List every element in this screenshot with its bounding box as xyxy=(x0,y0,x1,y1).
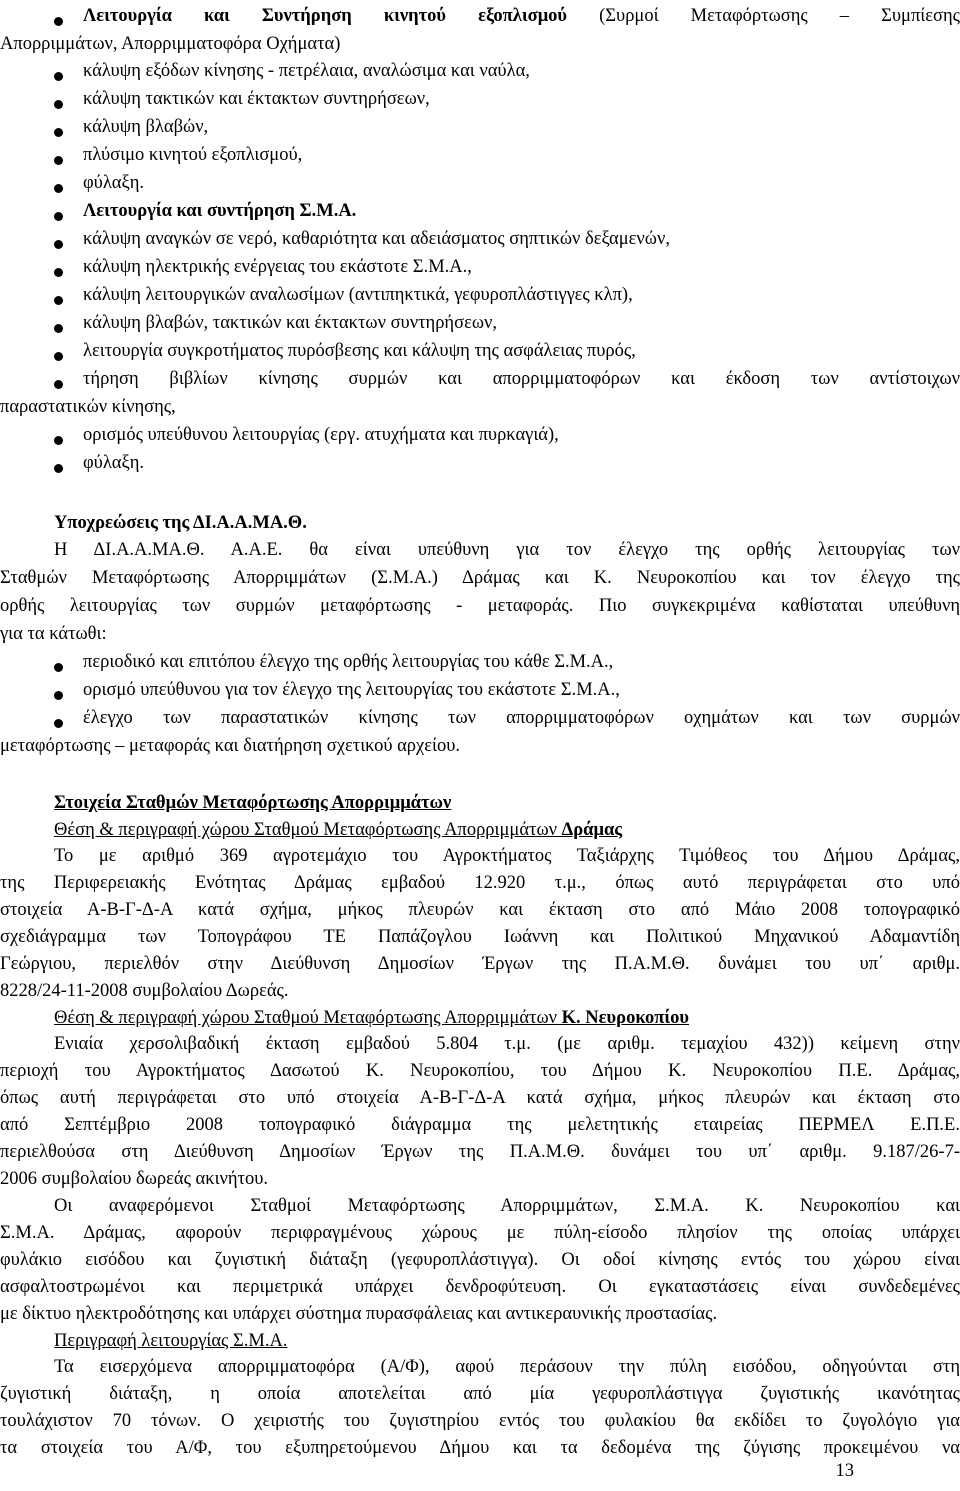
list-item-cont: μεταφόρτωσης – μεταφοράς και διατήρηση σχετικού αρχείου. xyxy=(0,736,461,756)
drama-subheading-bold: Δράμας xyxy=(561,820,623,840)
paragraph-line: Η ΔΙ.Α.Α.ΜΑ.Θ. Α.Α.Ε. θα είναι υπεύθυνη για τον έλεγχο της ορθής λειτουργίας των xyxy=(54,540,960,560)
bullet-icon xyxy=(54,296,63,305)
nevrokopi-subheading-text: Θέση & περιγραφή χώρου Σταθμού Μεταφόρτωσης Απορριμμάτων xyxy=(54,1008,562,1028)
bullet-icon xyxy=(54,156,63,165)
paragraph-line: Το με αριθμό 369 αγροτεμάχιο του Αγροκτήματος Ταξιάρχης Τιμόθεος του Δήμου Δράμας, xyxy=(54,846,960,866)
list-item: κάλυψη εξόδων κίνησης - πετρέλαια, αναλώσιμα και ναύλα, xyxy=(83,61,530,81)
list-item: πλύσιμο κινητού εξοπλισμού, xyxy=(83,145,303,165)
paragraph-line: στοιχεία Α-Β-Γ-Δ-Α κατά σχήμα, μήκος πλευρών και έκταση στο από Μάιο 2008 τοπογραφικό xyxy=(0,900,960,920)
bullet-icon xyxy=(54,719,63,728)
paragraph-line: φυλάκιο εισόδου και ζυγιστική διάταξη (γεφυροπλάστιγγα). Οι οδοί κίνησης εντός του χώρου είναι xyxy=(0,1250,960,1270)
paragraph-line: περιελθούσα στη Διεύθυνση Δημοσίων Έργων της Π.Α.Μ.Θ. δυνάμει του υπ΄ αριθμ. 9.187/26-7- xyxy=(0,1142,960,1162)
list-item: κάλυψη βλαβών, τακτικών και έκτακτων συντηρήσεων, xyxy=(83,313,498,333)
paragraph-line: ασφαλτοστρωμένοι και περιμετρικά υπάρχει δενδροφύτευση. Οι εγκαταστάσεις είναι συνδεδεμένες xyxy=(0,1277,960,1297)
list-item-cont: παραστατικών κίνησης, xyxy=(0,397,176,417)
obligations-heading: Υποχρεώσεις της ΔΙ.Α.Α.ΜΑ.Θ. xyxy=(54,513,307,533)
list-item: κάλυψη βλαβών, xyxy=(83,117,209,137)
paragraph-line: Ενιαία χερσολιβαδική έκταση εμβαδού 5.804 τ.μ. (με αριθμ. τεμαχίου 432)) κείμενη στην xyxy=(54,1034,960,1054)
bullet-icon xyxy=(54,17,63,26)
list-item: λειτουργία συγκροτήματος πυρόσβεσης και κάλυψη της ασφάλειας πυρός, xyxy=(83,341,636,361)
list-item: έλεγχο των παραστατικών κίνησης των απορριμματοφόρων οχημάτων και των συρμών xyxy=(83,708,960,728)
section1-title-bold: Λειτουργία και Συντήρηση κινητού εξοπλισμού xyxy=(83,6,568,26)
paragraph-line: για τα κάτωθι: xyxy=(0,624,107,644)
paragraph-line: Τα εισερχόμενα απορριμματοφόρα (Α/Φ), αφού περάσουν την πύλη εισόδου, οδηγούνται στη xyxy=(54,1357,960,1377)
bullet-icon xyxy=(54,436,63,445)
section1-title-cont: Απορριμμάτων, Απορριμματοφόρα Οχήματα) xyxy=(0,34,341,54)
drama-subheading xyxy=(54,818,960,842)
paragraph-line: τα στοιχεία του Α/Φ, του εξυπηρετούμενου Δήμου και τα δεδομένα της ζύγισης προκειμένου να xyxy=(0,1438,960,1458)
bullet-icon xyxy=(54,184,63,193)
paragraph-line: όπως αυτή περιγράφεται στο υπό στοιχεία Α-Β-Γ-Δ-Α κατά σχήμα, μήκος πλευρών και έκταση στο xyxy=(0,1088,960,1108)
list-item: κάλυψη ηλεκτρικής ενέργειας του εκάστοτε Σ.Μ.Α., xyxy=(83,257,472,277)
nevrokopi-subheading xyxy=(54,1006,960,1030)
list-item: φύλαξη. xyxy=(83,453,145,473)
nevrokopi-subheading-bold: Κ. Νευροκοπίου xyxy=(561,1008,690,1028)
list-item: ορισμό υπεύθυνου για τον έλεγχο της λειτουργίας του εκάστοτε Σ.Μ.Α., xyxy=(83,680,620,700)
bullet-icon xyxy=(54,240,63,249)
list-item: ορισμός υπεύθυνου λειτουργίας (εργ. ατυχήματα και πυρκαγιά), xyxy=(83,425,559,445)
list-item: περιοδικό και επιτόπου έλεγχο της ορθής λειτουργίας του κάθε Σ.Μ.Α., xyxy=(83,652,614,672)
paragraph-line: Οι αναφερόμενοι Σταθμοί Μεταφόρτωσης Απορριμμάτων, Σ.Μ.Α. Κ. Νευροκοπίου και xyxy=(54,1196,960,1216)
bullet-icon xyxy=(54,212,63,221)
list-item: φύλαξη. xyxy=(83,173,145,193)
bullet-icon xyxy=(54,691,63,700)
paragraph-line: Σ.Μ.Α. Δράμας, αφορούν περιφραγμένους χώρους με πύλη-είσοδο πλησίον της οποίας υπάρχει xyxy=(0,1223,960,1243)
bullet-icon xyxy=(54,128,63,137)
paragraph-line: από Σεπτέμβριο 2008 τοπογραφικό διάγραμμα της μελετητικής εταιρείας ΠΕΡΜΕΛ Ε.Π.Ε. xyxy=(0,1115,960,1135)
bullet-icon xyxy=(54,380,63,389)
list-item: κάλυψη λειτουργικών αναλωσίμων (αντιπηκτικά, γεφυροπλάστιγγες κλπ), xyxy=(83,285,633,305)
paragraph-line: με δίκτυο ηλεκτροδότησης και υπάρχει σύστημα πυρασφάλειας και αντικεραυνικής προστασίας. xyxy=(0,1304,718,1324)
bullet-icon xyxy=(54,100,63,109)
bullet-icon xyxy=(54,268,63,277)
bullet-icon xyxy=(54,663,63,672)
bullet-icon xyxy=(54,464,63,473)
stations-heading: Στοιχεία Σταθμών Μεταφόρτωσης Απορριμμάτων xyxy=(54,793,452,813)
drama-subheading-text: Θέση & περιγραφή χώρου Σταθμού Μεταφόρτωσης Απορριμμάτων xyxy=(54,820,562,840)
bullet-icon xyxy=(54,352,63,361)
paragraph-line: 2006 συμβολαίου δωρεάς ακινήτου. xyxy=(0,1169,269,1189)
bullet-icon xyxy=(54,324,63,333)
list-item: κάλυψη τακτικών και έκτακτων συντηρήσεων, xyxy=(83,89,430,109)
section2-title: Λειτουργία και συντήρηση Σ.Μ.Α. xyxy=(83,201,357,221)
paragraph-line: ορθής λειτουργίας των συρμών μεταφόρτωσης - μεταφοράς. Πιο συγκεκριμένα καθίσταται υπεύθυνη xyxy=(0,596,960,616)
paragraph-line: Γεώργιου, περιελθόν στην Διεύθυνση Δημοσίων Έργων της Π.Α.Μ.Θ. δυνάμει του υπ΄ αριθμ. xyxy=(0,954,960,974)
bullet-icon xyxy=(54,72,63,81)
paragraph-line: περιοχή του Αγροκτήματος Δασωτού Κ. Νευροκοπίου, του Δήμου Κ. Νευροκοπίου Π.Ε. Δράμας, xyxy=(0,1061,960,1081)
section1-title xyxy=(83,4,960,28)
paragraph-line: τουλάχιστον 70 τόνων. Ο χειριστής του ζυγιστηρίου εντός του φυλακίου θα εκδίδει το ζυγολόγιο για xyxy=(0,1411,960,1431)
list-item: τήρηση βιβλίων κίνησης συρμών και απορριμματοφόρων και έκδοση των αντίστοιχων xyxy=(83,369,960,389)
page-number: 13 xyxy=(835,1461,854,1481)
paragraph-line: Σταθμών Μεταφόρτωσης Απορριμμάτων (Σ.Μ.Α.) Δράμας και Κ. Νευροκοπίου και τον έλεγχο της xyxy=(0,568,960,588)
operation-subheading: Περιγραφή λειτουργίας Σ.Μ.Α. xyxy=(54,1331,288,1351)
paragraph-line: σχεδιάγραμμα των Τοπογράφου ΤΕ Παπάζογλου Ιωάννη και Πολιτικού Μηχανικού Αδαμαντίδη xyxy=(0,927,960,947)
list-item: κάλυψη αναγκών σε νερό, καθαριότητα και αδειάσματος σηπτικών δεξαμενών, xyxy=(83,229,670,249)
paragraph-line: ζυγιστική διάταξη, η οποία αποτελείται από μία γεφυροπλάστιγγα ζυγιστικής ικανότητας xyxy=(0,1384,960,1404)
paragraph-line: της Περιφερειακής Ενότητας Δράμας εμβαδού 12.920 τ.μ., όπως αυτό περιγράφεται στο υπό xyxy=(0,873,960,893)
paragraph-line: 8228/24-11-2008 συμβολαίου Δωρεάς. xyxy=(0,981,289,1001)
section1-title-rest: (Συρμοί Μεταφόρτωσης – Συμπίεσης xyxy=(567,6,960,26)
